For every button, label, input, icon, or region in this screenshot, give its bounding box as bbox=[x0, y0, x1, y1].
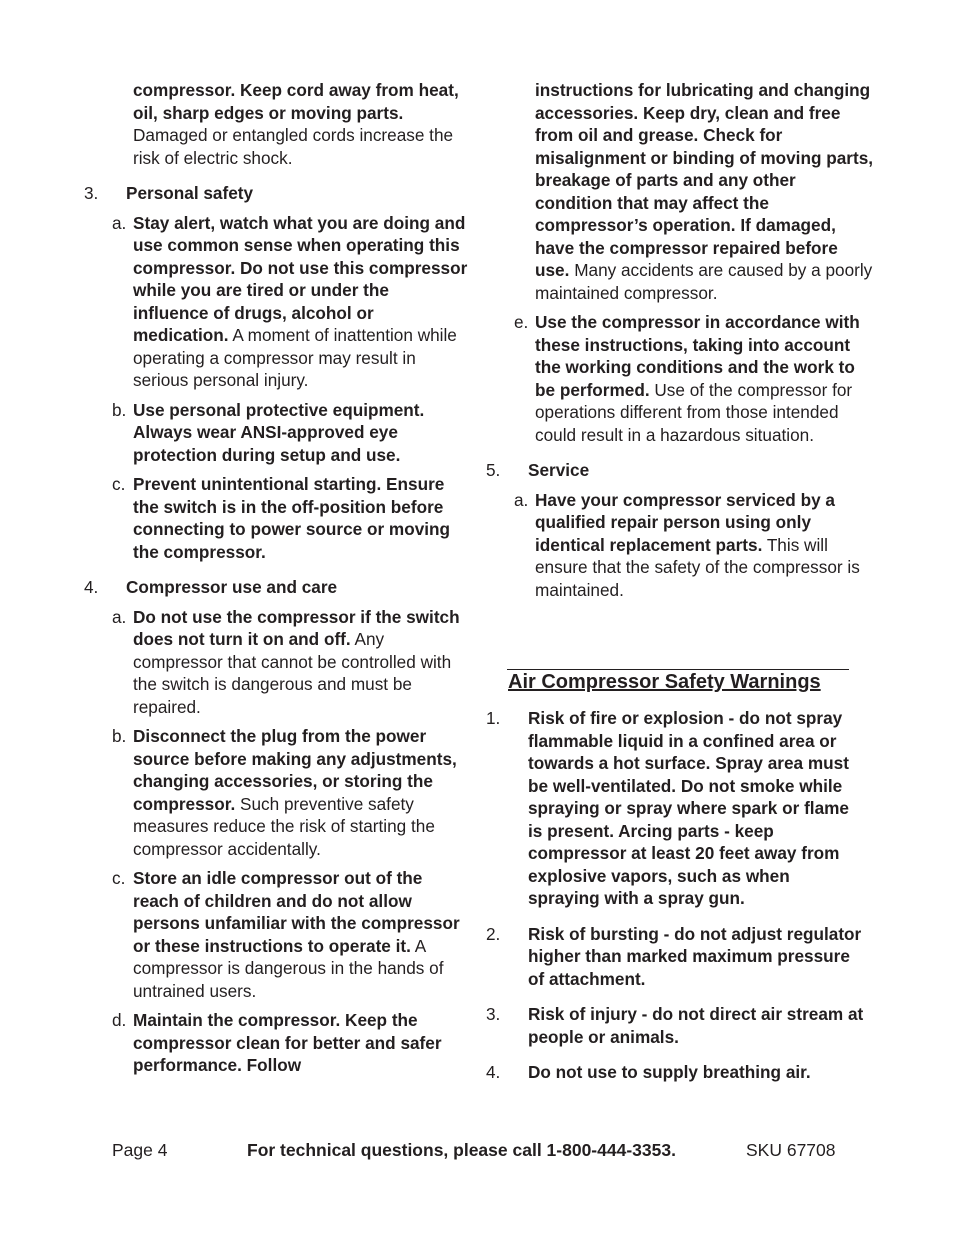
intro-bold: compressor. Keep cord away from heat, oil, sharp edges or moving parts. bbox=[133, 80, 459, 123]
section-5-title: Service bbox=[528, 460, 590, 480]
item-4a-normal: Any compressor that cannot be controlled with the switch is dangerous and must be repaired. bbox=[133, 629, 452, 717]
item-4a bbox=[84, 606, 469, 719]
item-4e-bold: Use the compressor in accordance with these instructions, taking into account the working conditions and the work to be performed. bbox=[535, 312, 860, 400]
item-3a-letter: a. bbox=[112, 212, 127, 233]
item-5a bbox=[486, 489, 876, 602]
item-4a-bold: Do not use the compressor if the switch does not turn it on and off. bbox=[133, 606, 460, 649]
warning-1-text: Risk of fire or explosion - do not spray flammable liquid in a confined area or towards a hot surface. Spray area must be well-ventilated. Do not smoke while spraying or spray where spark or flame is present. Arcing parts - keep compressor at least 20 feet away from explosive vapors, such as when spraying with a spray gun. bbox=[528, 708, 849, 908]
item-4b-bold: Disconnect the plug from the power source before making any adjustments, changing accessories, or storing the compressor. bbox=[133, 726, 457, 814]
item-3c-letter: c. bbox=[112, 474, 126, 494]
item-4d-continued bbox=[486, 79, 876, 304]
item-4e-normal: Use of the compressor for operations different from those intended could result in a hazardous situation. bbox=[535, 379, 853, 445]
section-3-heading bbox=[84, 182, 469, 205]
intro-paragraph bbox=[84, 79, 469, 169]
item-3a-normal: A moment of inattention while operating a compressor may result in serious personal injury. bbox=[133, 325, 457, 390]
item-3b-bold: Use personal protective equipment. Always wear ANSI-approved eye protection during setup and use. bbox=[133, 399, 425, 465]
warnings-list bbox=[486, 707, 866, 1084]
section-5-heading bbox=[486, 459, 876, 482]
item-5a-letter: a. bbox=[514, 489, 529, 510]
item-4b-letter: b. bbox=[112, 726, 127, 746]
right-column bbox=[486, 79, 876, 601]
item-3a-bold: Stay alert, watch what you are doing and use common sense when operating this compressor. Do not use this compressor while you are tired or under the influence of drugs, alcohol or medication. bbox=[133, 212, 468, 345]
item-5a-normal: This will ensure that the safety of the compressor is maintained. bbox=[535, 534, 860, 600]
item-3c-bold: Prevent unintentional starting. Ensure the switch is in the off-position before connecting to power source or moving the compressor. bbox=[133, 474, 451, 562]
warning-3-number: 3. bbox=[486, 1004, 501, 1024]
item-4b bbox=[84, 725, 469, 860]
item-3b-letter: b. bbox=[112, 399, 127, 420]
item-5a-bold: Have your compressor serviced by a qualified repair person using only identical replacement parts. bbox=[535, 489, 835, 555]
intro-normal: Damaged or entangled cords increase the risk of electric shock. bbox=[133, 125, 454, 168]
section-3-title: Personal safety bbox=[126, 183, 254, 203]
item-3c bbox=[84, 473, 469, 563]
item-4b-normal: Such preventive safety measures reduce the risk of starting the compressor accidentally. bbox=[133, 793, 435, 859]
section-3-number: 3. bbox=[84, 183, 99, 203]
item-4d bbox=[84, 1009, 469, 1077]
item-4e bbox=[486, 311, 876, 446]
item-4a-letter: a. bbox=[112, 606, 127, 627]
section-4-heading bbox=[84, 576, 469, 599]
page-number: Page 4 bbox=[112, 1140, 168, 1160]
item-4c-letter: c. bbox=[112, 868, 126, 888]
warning-2-text: Risk of bursting - do not adjust regulator higher than marked maximum pressure of attachment. bbox=[528, 923, 862, 989]
item-3b bbox=[84, 399, 469, 467]
warning-1 bbox=[486, 707, 866, 910]
warning-4-number: 4. bbox=[486, 1062, 501, 1082]
item-4d-bold: Maintain the compressor. Keep the compressor clean for better and safer performance. Follow bbox=[133, 1010, 442, 1075]
section-4-number: 4. bbox=[84, 577, 99, 597]
safety-warnings-heading: Air Compressor Safety Warnings bbox=[508, 671, 821, 693]
warning-4 bbox=[486, 1061, 866, 1084]
warning-3-text: Risk of injury - do not direct air stream at people or animals. bbox=[528, 1004, 864, 1047]
section-4-title: Compressor use and care bbox=[126, 577, 338, 597]
warning-4-text: Do not use to supply breathing air. bbox=[528, 1062, 811, 1082]
sku-label: SKU 67708 bbox=[746, 1140, 836, 1160]
item-4c bbox=[84, 867, 469, 1002]
warning-2 bbox=[486, 923, 866, 991]
left-column bbox=[84, 79, 469, 1077]
item-4c-normal: A compressor is dangerous in the hands of untrained users. bbox=[133, 935, 444, 1001]
warning-1-number: 1. bbox=[486, 708, 501, 728]
warning-3 bbox=[486, 1003, 866, 1048]
item-4d-cont-bold: instructions for lubricating and changing accessories. Keep dry, clean and free from oil and grease. Check for misalignment or binding of moving parts, breakage of parts and any other condition that may affect the compressor’s operation. If damaged, have the compressor repaired before use. bbox=[535, 80, 874, 280]
section-5-number: 5. bbox=[486, 460, 501, 480]
warning-2-number: 2. bbox=[486, 923, 501, 944]
item-4e-letter: e. bbox=[514, 312, 529, 332]
item-4c-bold: Store an idle compressor out of the reach of children and do not allow persons unfamiliar with the compressor or these instructions to operate it. bbox=[133, 868, 460, 956]
tech-support-line: For technical questions, please call 1-800-444-3353. bbox=[247, 1140, 676, 1160]
item-4d-cont-normal: Many accidents are caused by a poorly maintained compressor. bbox=[535, 260, 873, 303]
item-4d-letter: d. bbox=[112, 1010, 127, 1030]
item-3a bbox=[84, 212, 469, 392]
